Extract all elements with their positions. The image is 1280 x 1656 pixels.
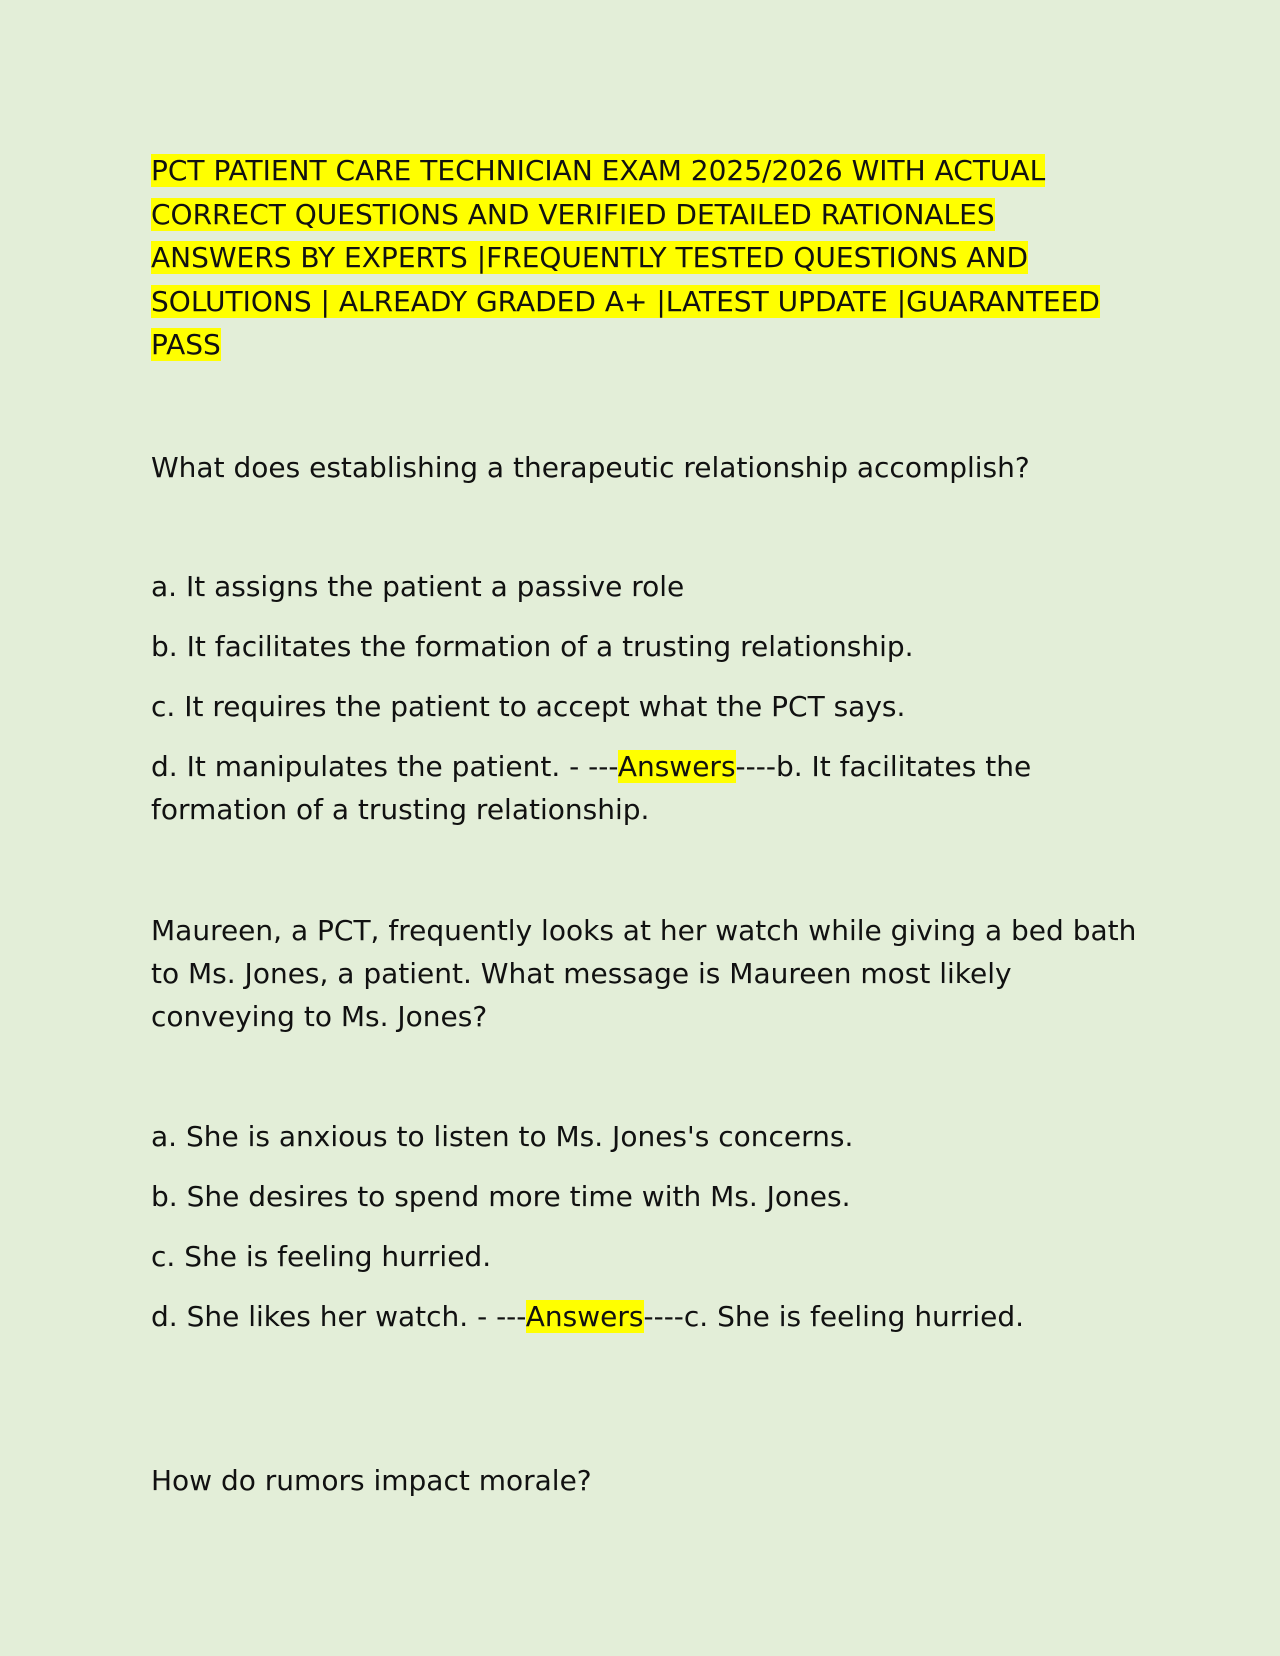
question-2-option-a: a. She is anxious to listen to Ms. Jones's concerns. [151,1120,854,1153]
question-2-text: Maureen, a PCT, frequently looks at her watch while giving a bed bath to Ms. Jones, a patient. What message is Maureen most likely conveying to Ms. Jones? [151,914,1137,1033]
question-1-text: What does establishing a therapeutic relationship accomplish? [151,451,1030,484]
question-2-answer: ----c. She is feeling hurried. [643,1300,1025,1333]
document-title [151,149,1141,367]
question-1-option-b: b. It facilitates the formation of a trusting relationship. [151,630,914,663]
question-2-option-d: d. She likes her watch. - --- [151,1300,526,1333]
question-2-option-b: b. She desires to spend more time with Ms. Jones. [151,1180,851,1213]
question-2-option-c: c. She is feeling hurried. [151,1240,492,1273]
question-1-option-a: a. It assigns the patient a passive role [151,570,685,603]
question-2-option-d-with-answer [151,1295,1141,1338]
question-3-text: How do rumors impact morale? [151,1464,592,1497]
question-1-option-d: d. It manipulates the patient. - --- [151,750,618,783]
title-highlight: PCT PATIENT CARE TECHNICIAN EXAM 2025/2026 WITH ACTUAL CORRECT QUESTIONS AND VERIFIED DETAILED RATIONALES ANSWERS BY EXPERTS |FREQUENTLY TESTED QUESTIONS AND SOLUTIONS | ALREADY GRADED A+ |LATEST UPDATE |GUARANTEED PASS [151,154,1100,361]
answers-marker: Answers [617,750,736,783]
question-1-option-d-with-answer [151,745,1141,831]
question-1-answer: ----b. It facilitates the formation of a trusting relationship. [151,750,1032,826]
answers-marker: Answers [525,1300,644,1333]
question-1-option-c: c. It requires the patient to accept what the PCT says. [151,690,906,723]
